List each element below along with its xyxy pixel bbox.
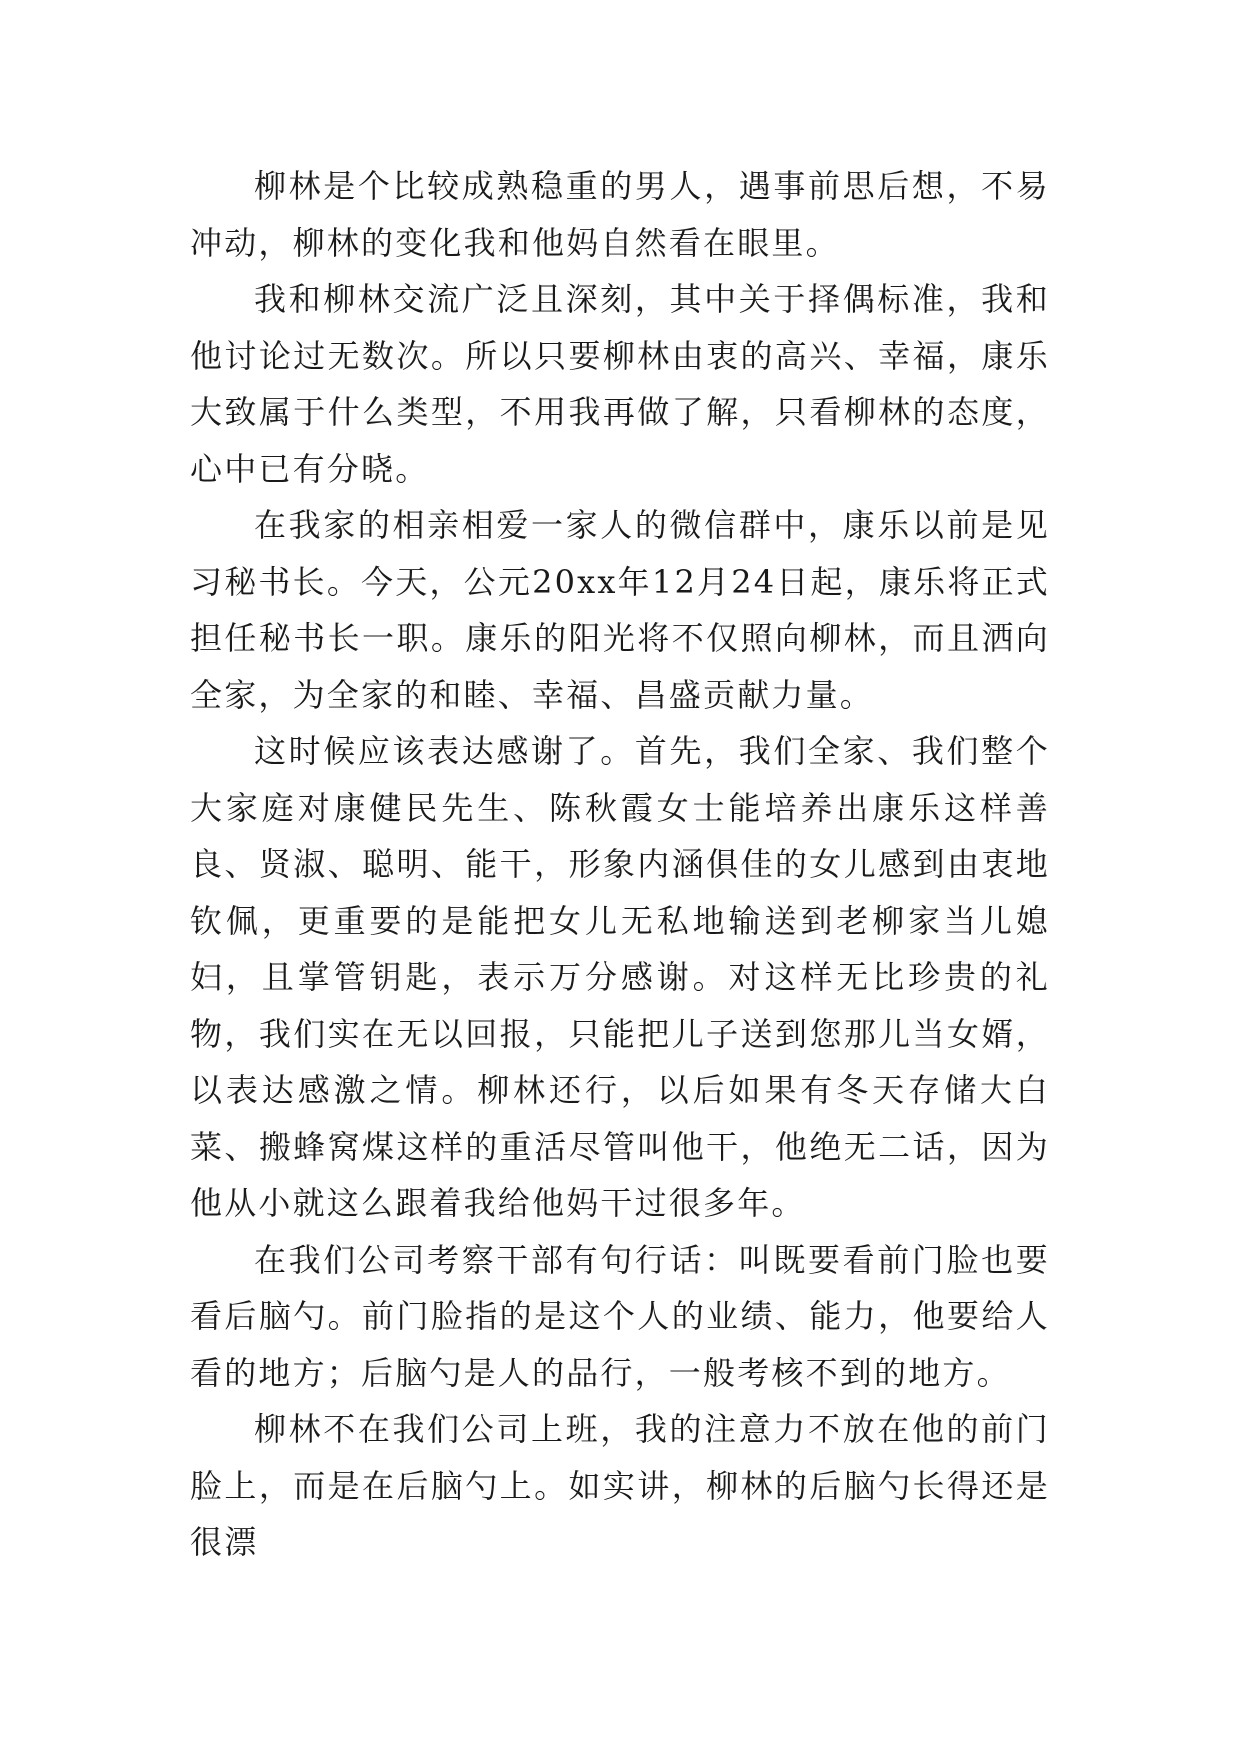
document-body — [190, 158, 1050, 1571]
paragraph: 在我家的相亲相爱一家人的微信群中，康乐以前是见习秘书长。今天，公元20xx年12月24日起，康乐将正式担任秘书长一职。康乐的阳光将不仅照向柳林，而且洒向全家，为全家的和睦、幸福、昌盛贡献力量。 — [190, 506, 1050, 714]
paragraph: 在我们公司考察干部有句行话：叫既要看前门脸也要看后脑勺。前门脸指的是这个人的业绩、能力，他要给人看的地方；后脑勺是人的品行，一般考核不到的地方。 — [190, 1240, 1050, 1392]
paragraph: 这时候应该表达感谢了。首先，我们全家、我们整个大家庭对康健民先生、陈秋霞女士能培养出康乐这样善良、贤淑、聪明、能干，形象内涵俱佳的女儿感到由衷地钦佩，更重要的是能把女儿无私地输送到老柳家当儿媳妇，且掌管钥匙，表示万分感谢。对这样无比珍贵的礼物，我们实在无以回报，只能把儿子送到您那儿当女婿，以表达感激之情。柳林还行，以后如果有冬天存储大白菜、搬蜂窝煤这样的重活尽管叫他干，他绝无二话，因为他从小就这么跟着我给他妈干过很多年。 — [190, 732, 1050, 1222]
paragraph: 我和柳林交流广泛且深刻，其中关于择偶标准，我和他讨论过无数次。所以只要柳林由衷的高兴、幸福，康乐大致属于什么类型，不用我再做了解，只看柳林的态度，心中已有分晓。 — [190, 280, 1050, 488]
paragraph: 柳林不在我们公司上班，我的注意力不放在他的前门脸上，而是在后脑勺上。如实讲，柳林的后脑勺长得还是很漂 — [190, 1410, 1050, 1561]
paragraph: 柳林是个比较成熟稳重的男人，遇事前思后想，不易冲动，柳林的变化我和他妈自然看在眼里。 — [190, 167, 1050, 262]
